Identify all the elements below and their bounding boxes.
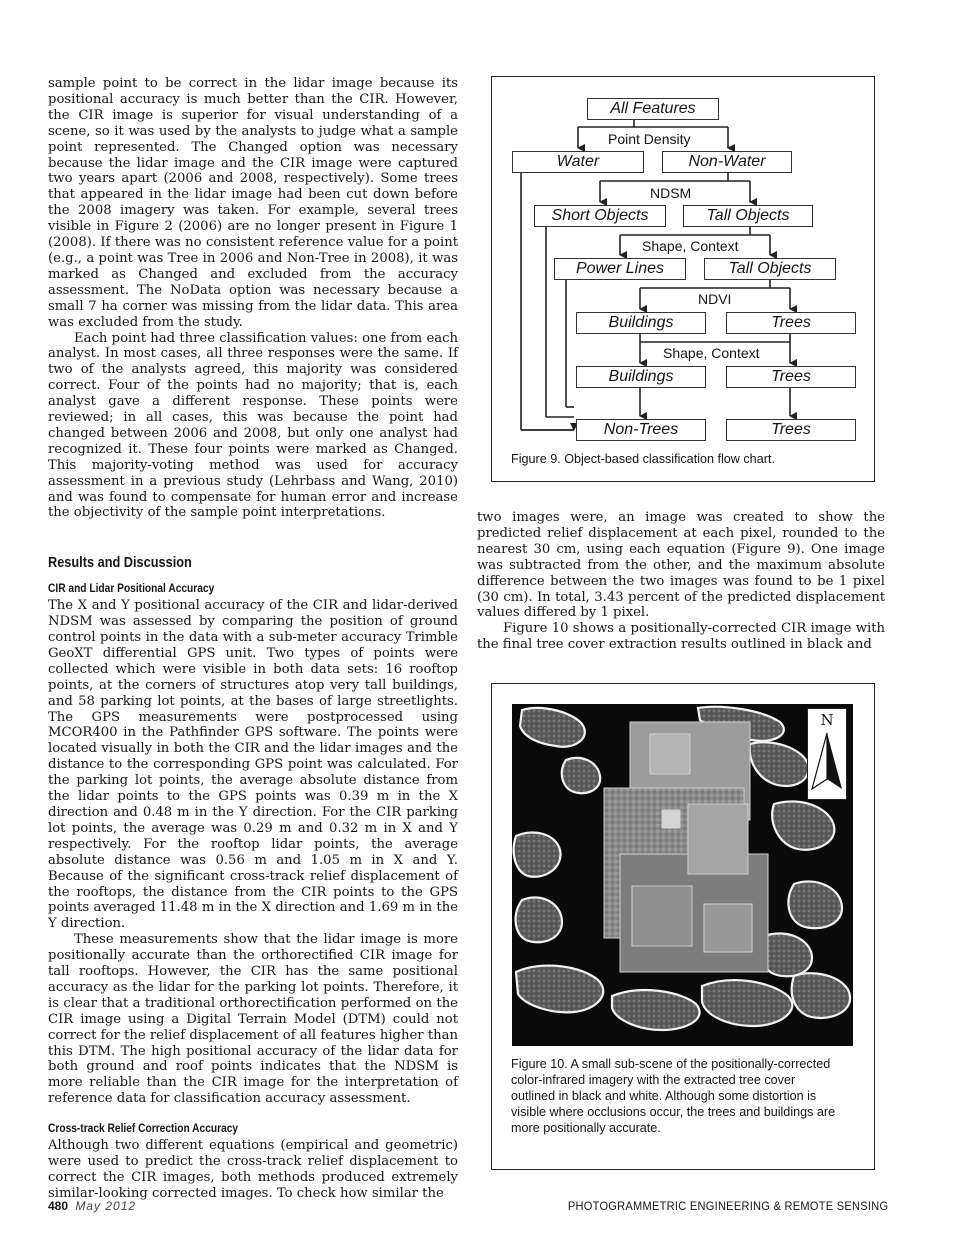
node-tall-objects: Tall Objects [683,205,813,227]
footer-left [48,1199,136,1213]
paragraph: Although two different equations (empirical and geometric) were used to predict the cross-track relief displacement to correct the CIR images, both methods produced extremely similar-looking corrected images. To check how similar the [48,1138,458,1201]
north-arrow-icon [808,731,846,797]
paragraph: sample point to be correct in the lidar image because its positional accuracy is much better than the CIR. However, the CIR image is superior for visual understanding of a scene, so it was used by the analysts to judge what a sample point represented. The Changed option was necessary because the lidar image and the CIR image were captured two years apart (2006 and 2008, respectively). Some trees that appeared in the lidar image had been cut down before the 2008 imagery was taken. For example, several trees visible in Figure 2 (2006) are no longer present in Figure 1 (2008). If there was no consistent reference value for a point (e.g., a point was Tree in 2006 and Non-Tree in 2008), it was marked as Changed and excluded from the accuracy assessment. The NoData option was necessary because a small 7 ha corner was missing from the lidar data. This area was excluded from the study. [48,76,458,330]
left-column [48,76,458,1202]
node-trees-2: Trees [726,366,856,388]
edge-label-ndsm: NDSM [650,185,692,201]
aerial-image [512,704,853,1046]
section-heading: Results and Discussion [48,554,192,572]
page-number: 480 [48,1199,69,1213]
node-water: Water [512,151,644,173]
paragraph: Figure 10 shows a positionally-corrected CIR image with the final tree cover extraction results outlined in black and [477,621,885,653]
node-non-trees: Non-Trees [576,419,706,441]
issue-date: May 2012 [75,1199,137,1213]
node-power-lines: Power Lines [554,258,686,280]
figure-caption: Figure 10. A small sub-scene of the positionally-corrected color-infrared imagery with the extracted tree cover outlined in black and white. Although some distortion is visible where occlusions occur, the trees and buildings are more positionally accurate. [511,1057,836,1135]
right-column [477,510,885,653]
edge-label-shape-context: Shape, Context [642,238,739,254]
edge-label-shape-context-2: Shape, Context [663,345,760,361]
node-trees-3: Trees [726,419,856,441]
node-tall-objects-2: Tall Objects [704,258,836,280]
subsection-heading: Cross-track Relief Correction Accuracy [48,1121,239,1136]
paragraph: The X and Y positional accuracy of the CIR and lidar-derived NDSM was assessed by comparing the position of ground control points in the data with a sub-meter accuracy Trimble GeoXT differential GPS unit. Two types of points were collected which were visible in both data sets: 16 rooftop points, at the corners of structures atop very tall buildings, and 58 parking lot points, at the bases of large streetlights. The GPS measurements were postprocessed using MCOR400 in the Pathfinder GPS software. The points were located visually in both the CIR and the lidar images and the distance to the corresponding GPS point was calculated. For the parking lot points, the average absolute distance from the lidar points to the GPS points was 0.39 m in the X direction and 0.48 m in the Y direction. For the CIR parking lot points, the average was 0.29 m and 0.32 m in X and Y respectively. For the rooftop lidar points, the average absolute distance was 0.56 m and 1.05 m in X and Y. Because of the significant cross-track relief displacement of the rooftops, the distance from the CIR points to the GPS points averaged 11.48 m in the X direction and 1.69 m in the Y direction. [48,598,458,932]
figure-10 [491,683,875,1170]
paragraph: Each point had three classification values: one from each analyst. In most cases, all three responses were the same. If two of the analysts agreed, this majority was considered correct. Four of the points had no majority; that is, each analyst gave a different response. These points were reviewed; in all cases, this was because the point had changed between 2006 and 2008, but only one analyst had recognized it. These four points were marked as Changed. This majority-voting method was used for accuracy assessment in a previous study (Lehrbass and Wang, 2010) and was found to compensate for human error and increase the objectivity of the sample point interpretations. [48,330,458,521]
aerial-image-drawing [512,704,853,1046]
node-short-objects: Short Objects [534,205,666,227]
journal-name: PHOTOGRAMMETRIC ENGINEERING & REMOTE SENSING [567,1199,888,1213]
edge-label-ndvi: NDVI [698,291,732,307]
paragraph: two images were, an image was created to show the predicted relief displacement at each pixel, rounded to the nearest 30 cm, using each equation (Figure 9). One image was subtracted from the other, and the maximum absolute difference between the two images was found to be 1 pixel (30 cm). In total, 3.43 percent of the predicted displacement values differed by 1 pixel. [477,510,885,621]
node-all-features: All Features [587,98,719,120]
node-non-water: Non-Water [662,151,792,173]
figure-caption: Figure 9. Object-based classification flow chart. [511,452,775,466]
north-arrow [807,708,847,800]
figure-9-flowchart [491,76,875,482]
subsection-heading: CIR and Lidar Positional Accuracy [48,581,215,596]
paragraph: These measurements show that the lidar image is more positionally accurate than the orthorectified CIR image for tall rooftops. However, the CIR has the same positional accuracy as the lidar for the parking lot points. Therefore, it is clear that a traditional orthorectification performed on the CIR image using a Digital Terrain Model (DTM) could not correct for the relief displacement of all features higher than this DTM. The high positional accuracy of the lidar data for both ground and roof points indicates that the NDSM is more reliable than the CIR image for the interpretation of reference data for classification accuracy assessment. [48,932,458,1107]
north-label: N [820,711,834,729]
node-buildings-2: Buildings [576,366,706,388]
edge-label-point-density: Point Density [608,131,691,147]
node-buildings: Buildings [576,312,706,334]
node-trees: Trees [726,312,856,334]
